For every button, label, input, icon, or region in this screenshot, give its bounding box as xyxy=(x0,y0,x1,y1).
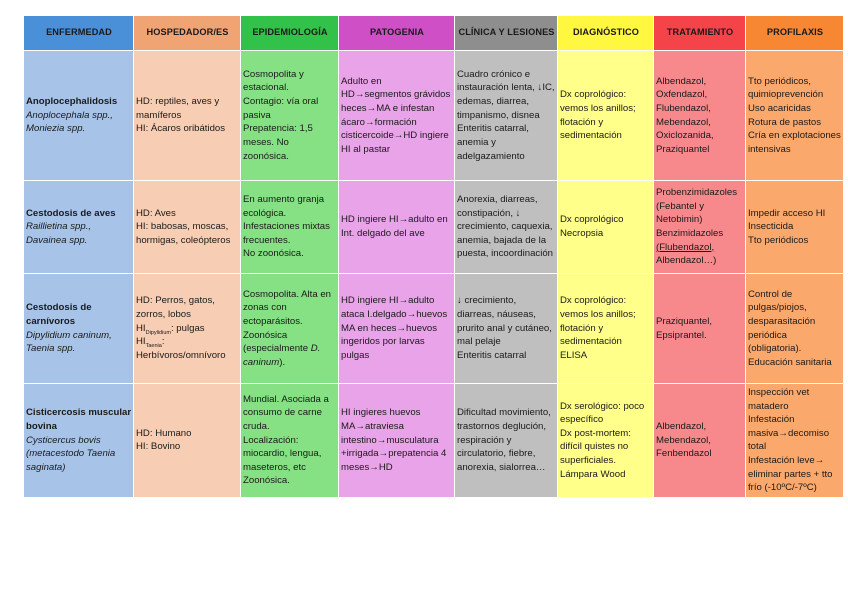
header-tratamiento: TRATAMIENTO xyxy=(654,16,746,51)
clin-line: Enteritis catarral xyxy=(457,349,527,361)
prof-line: Infestación leve→ eliminar partes + tto frío (-10ºC/-7ºC) xyxy=(748,455,833,494)
hosts-cell xyxy=(134,274,241,384)
pat-line: Adulto en HD→segmentos grávidos heces→MA e infestan ácaro→formación cisticercoide→HD ingiere HI al pastar xyxy=(341,75,451,155)
prof-line: Control de pulgas/piojos, desparasitación periódica (obligatoria). xyxy=(748,288,816,355)
disease-species: Davainea spp. xyxy=(26,234,88,246)
disease-species: Raillietina spp., xyxy=(26,221,92,233)
host-hi-text: : Herbívoros/omnívoro xyxy=(136,336,226,361)
host-subscript: Taenia xyxy=(145,343,162,350)
host-line: HD: Perros, gatos, zorros, lobos xyxy=(136,295,215,321)
disease-species: Anoplocephala spp., xyxy=(26,109,113,121)
prof-line: Cría en explotaciones intensivas xyxy=(748,130,841,155)
disease-species: Moniezia spp. xyxy=(26,123,86,135)
epi-line: Contagio: vía oral pasiva xyxy=(243,96,319,121)
hosts-cell xyxy=(134,51,241,181)
pat-line: HI ingieres huevos MA→atraviesa intestino→musculatura +irrigada→prepatencia 4 meses→HD xyxy=(341,407,447,473)
pathogenesis-cell xyxy=(339,181,455,274)
epidemiology-cell xyxy=(241,181,339,274)
epidemiology-cell xyxy=(241,384,339,498)
epidemiology-cell xyxy=(241,274,339,384)
clin-line: Cuadro crónico e instauración lenta, ↓IC, edemas, diarrea, timpanismo, disnea xyxy=(457,68,555,121)
trat-line: Probenzimidazoles (Febantel y Netobimin) xyxy=(656,187,738,226)
disease-species: (metacestodo Taenia saginata) xyxy=(26,448,116,473)
diag-line: Necropsia xyxy=(560,228,604,239)
epi-text: Cosmopolita. Alta en zonas con ectoparásitos. Zoonósica (especialmente xyxy=(243,288,331,355)
table-row xyxy=(24,51,844,181)
host-hi-text: : pulgas xyxy=(170,322,205,334)
disease-species: Taenia spp. xyxy=(26,343,76,355)
host-line xyxy=(136,322,239,336)
prof-line: Insecticida xyxy=(748,221,794,233)
hosts-cell xyxy=(134,384,241,498)
host-line: HD: Aves xyxy=(136,207,176,219)
disease-name: Cisticercosis muscular bovina xyxy=(26,407,132,433)
pathogenesis-cell xyxy=(339,51,455,181)
host-line: HI: Bovino xyxy=(136,441,181,453)
host-hi-label: HI xyxy=(136,322,146,334)
disease-name: Anoplocephalidosis xyxy=(26,96,118,108)
diagnosis-cell xyxy=(558,181,654,274)
parasitology-table xyxy=(23,15,844,498)
epi-line xyxy=(243,288,337,370)
disease-cell xyxy=(24,274,134,384)
epi-line: Cosmopolita y estacional. xyxy=(243,68,304,94)
host-line: HD: reptiles, aves y mamíferos xyxy=(136,96,220,121)
epi-line: Infestaciones mixtas frecuentes. xyxy=(243,221,330,246)
table-row xyxy=(24,384,844,498)
trat-line: (Flubendazol, xyxy=(656,241,715,253)
trat-line: Albendazol…) xyxy=(656,255,717,267)
trat-line: Praziquantel xyxy=(656,143,710,155)
trat-line: Epsiprantel. xyxy=(656,329,707,341)
prof-line: Uso acaricidas xyxy=(748,102,811,114)
treatment-cell xyxy=(654,274,746,384)
epi-line: Prepatencia: 1,5 meses. No zoonósica. xyxy=(243,123,313,162)
host-line: HD: Humano xyxy=(136,427,192,439)
diag-line: Dx coprológico: vemos los anillos; flotación y sedimentación xyxy=(560,89,636,142)
disease-name: Cestodosis de aves xyxy=(26,207,116,219)
disease-cell xyxy=(24,384,134,498)
prophylaxis-cell xyxy=(746,274,844,384)
prophylaxis-cell xyxy=(746,384,844,498)
treatment-cell xyxy=(654,51,746,181)
diag-line: Dx post-mortem: difícil quistes no superficiales. xyxy=(560,427,631,467)
host-line: HI: babosas, moscas, hormigas, coleópteros xyxy=(136,221,231,246)
header-epidemiologia: EPIDEMIOLOGÍA xyxy=(241,16,339,51)
diag-line: Lámpara Wood xyxy=(560,468,626,480)
diagnosis-cell xyxy=(558,274,654,384)
trat-line: Mebendazol, xyxy=(656,116,711,128)
epi-line: No zoonósica. xyxy=(243,248,304,260)
diagnosis-cell xyxy=(558,51,654,181)
epi-line: Mundial. Asociada a consumo de carne cruda. xyxy=(243,393,329,433)
disease-name: Cestodosis de carnívoros xyxy=(26,302,92,327)
diag-line: ELISA xyxy=(560,349,588,361)
pat-line: HD ingiere HI→adulto ataca I.delgado→huevos MA en heces→huevos ingeridos por larvas pulgas xyxy=(341,295,448,361)
prof-line: Impedir acceso HI xyxy=(748,207,826,219)
treatment-cell xyxy=(654,181,746,274)
epi-species: D. caninum xyxy=(243,343,321,368)
table-row xyxy=(24,274,844,384)
disease-cell xyxy=(24,181,134,274)
clinical-cell xyxy=(455,51,558,181)
host-line xyxy=(136,335,239,362)
clin-line: Enteritis catarral, anemia y adelgazamiento xyxy=(457,123,529,162)
epi-line: En aumento granja ecológica. xyxy=(243,193,325,219)
header-hospedadores: HOSPEDADOR/ES xyxy=(134,16,241,51)
treatment-cell xyxy=(654,384,746,498)
epidemiology-cell xyxy=(241,51,339,181)
prof-line: Tto periódicos, quimioprevención xyxy=(748,75,824,101)
trat-line: Mebendazol, xyxy=(656,434,711,446)
pat-line: HD ingiere HI→adulto en Int. delgado del ave xyxy=(341,214,448,239)
host-line: HI: Ácaros oribátidos xyxy=(136,123,226,135)
disease-cell xyxy=(24,51,134,181)
prof-line: Rotura de pastos xyxy=(748,116,822,128)
header-clinica-lesiones: CLÍNICA Y LESIONES xyxy=(455,16,558,51)
header-patogenia: PATOGENIA xyxy=(339,16,455,51)
trat-line: Albendazol, xyxy=(656,75,707,87)
trat-line: Oxfendazol, xyxy=(656,89,708,101)
host-hi-label: HI xyxy=(136,336,146,348)
prof-line: Inspección vet matadero xyxy=(748,387,810,412)
diag-line: Dx coprológico: vemos los anillos; flotación y sedimentación xyxy=(560,295,636,348)
header-row xyxy=(24,16,844,51)
trat-line: Praziquantel, xyxy=(656,315,712,327)
clin-line: Anorexia, diarreas, constipación, ↓ crecimiento, caquexia, anemia, bajada de la puesta, incoordinación xyxy=(457,193,554,260)
clin-line: Dificultad movimiento, trastornos deglución, respiración y circulatorio, fiebre, anorexia, sialorrea… xyxy=(457,407,551,473)
hosts-cell xyxy=(134,181,241,274)
host-subscript: Dipylidium xyxy=(145,329,171,336)
prof-line: Educación sanitaria xyxy=(748,356,832,368)
clinical-cell xyxy=(455,274,558,384)
epi-line: Localización: miocardio, lengua, maseteros, etc xyxy=(243,434,322,473)
header-profilaxis: PROFILAXIS xyxy=(746,16,844,51)
table-row xyxy=(24,181,844,274)
trat-line: Albendazol, xyxy=(656,421,707,433)
trat-line: Benzimidazoles xyxy=(656,228,724,239)
epi-text: ). xyxy=(279,356,286,368)
clinical-cell xyxy=(455,384,558,498)
clin-line: ↓ crecimiento, diarreas, náuseas, prurito anal y cutáneo, mal pelaje xyxy=(457,295,552,348)
trat-line: Fenbendazol xyxy=(656,448,712,460)
epi-line: Zoonósica. xyxy=(243,475,290,487)
clinical-cell xyxy=(455,181,558,274)
header-enfermedad: ENFERMEDAD xyxy=(24,16,134,51)
disease-species: Dipylidium caninum, xyxy=(26,329,112,341)
pathogenesis-cell xyxy=(339,274,455,384)
prof-line: Tto periódicos xyxy=(748,234,809,246)
prophylaxis-cell xyxy=(746,181,844,274)
pathogenesis-cell xyxy=(339,384,455,498)
disease-species: Cysticercus bovis xyxy=(26,434,101,446)
prof-line: Infestación masiva→decomiso total xyxy=(748,414,830,453)
trat-line: Oxiclozanida, xyxy=(656,130,714,142)
diag-line: Dx coprológico xyxy=(560,214,624,226)
trat-line: Flubendazol, xyxy=(656,102,711,114)
diagnosis-cell xyxy=(558,384,654,498)
prophylaxis-cell xyxy=(746,51,844,181)
diag-line: Dx serológico: poco específico xyxy=(560,400,645,426)
header-diagnostico: DIAGNÓSTICO xyxy=(558,16,654,51)
